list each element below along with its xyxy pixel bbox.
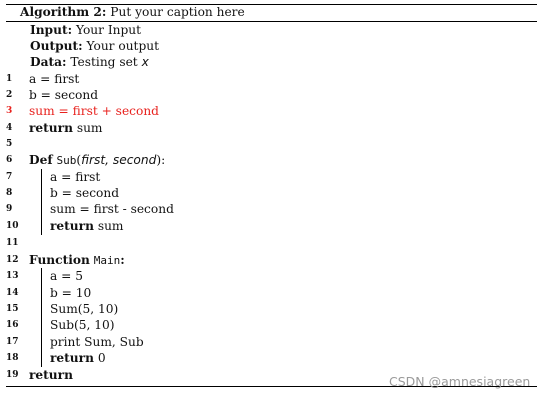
function-name: Main bbox=[93, 254, 121, 267]
line-text: print Sum, Sub bbox=[50, 335, 144, 349]
line-text: b = second bbox=[50, 186, 120, 200]
colon: : bbox=[120, 253, 125, 267]
line-number: 7 bbox=[6, 172, 13, 182]
return-keyword: return bbox=[29, 368, 73, 382]
caption-label: Algorithm 2: bbox=[20, 5, 107, 19]
line-number: 19 bbox=[6, 370, 19, 380]
data-label: Data: bbox=[30, 55, 67, 69]
data-value: Testing set bbox=[70, 55, 138, 69]
return-keyword: return bbox=[50, 219, 94, 233]
line-text: sum bbox=[76, 121, 103, 135]
open-paren: ( bbox=[76, 153, 82, 167]
line-number: 8 bbox=[6, 188, 13, 198]
return-keyword: return bbox=[29, 121, 73, 135]
algorithm-caption bbox=[20, 4, 245, 21]
line-number: 15 bbox=[6, 304, 19, 314]
function-args: first, second bbox=[81, 153, 157, 167]
line-text: Sum(5, 10) bbox=[50, 302, 119, 316]
output-value: Your output bbox=[86, 39, 160, 53]
line-number: 4 bbox=[6, 123, 13, 133]
line-text: b = 10 bbox=[50, 286, 92, 300]
function-name: Sub bbox=[56, 154, 77, 167]
watermark-text: CSDN @amnesiagreen bbox=[389, 374, 531, 389]
line-number: 6 bbox=[6, 155, 13, 165]
line-number: 18 bbox=[6, 353, 19, 363]
line-number: 9 bbox=[6, 204, 13, 214]
input-value: Your Input bbox=[75, 23, 142, 37]
block-rule-main bbox=[41, 268, 42, 367]
close-paren: ): bbox=[156, 153, 166, 167]
line-text: sum bbox=[97, 219, 124, 233]
block-rule-sub bbox=[41, 169, 42, 235]
caption-text: Put your caption here bbox=[110, 5, 245, 19]
line-text: a = 5 bbox=[50, 269, 83, 283]
data-variable: x bbox=[141, 55, 149, 69]
input-label: Input: bbox=[30, 23, 73, 37]
line-number: 3 bbox=[6, 106, 13, 116]
line-number: 10 bbox=[6, 221, 19, 231]
line-number: 1 bbox=[6, 74, 13, 84]
line-text: a = first bbox=[29, 72, 80, 86]
line-number: 12 bbox=[6, 255, 19, 265]
return-keyword: return bbox=[50, 351, 94, 365]
line-number: 11 bbox=[6, 238, 19, 248]
def-keyword: Def bbox=[29, 153, 53, 167]
output-label: Output: bbox=[30, 39, 83, 53]
line-text: b = second bbox=[29, 88, 99, 102]
algorithm-block bbox=[6, 0, 537, 389]
line-text: a = first bbox=[50, 170, 101, 184]
line-number: 2 bbox=[6, 90, 13, 100]
line-text: Sub(5, 10) bbox=[50, 318, 115, 332]
function-keyword: Function bbox=[29, 253, 90, 267]
line-text: 0 bbox=[97, 351, 106, 365]
line-text: sum = first + second bbox=[29, 104, 159, 118]
line-text: sum = first - second bbox=[50, 202, 174, 216]
line-number: 5 bbox=[6, 139, 13, 149]
line-number: 14 bbox=[6, 288, 19, 298]
line-number: 17 bbox=[6, 337, 19, 347]
line-number: 16 bbox=[6, 320, 19, 330]
line-number: 13 bbox=[6, 271, 19, 281]
